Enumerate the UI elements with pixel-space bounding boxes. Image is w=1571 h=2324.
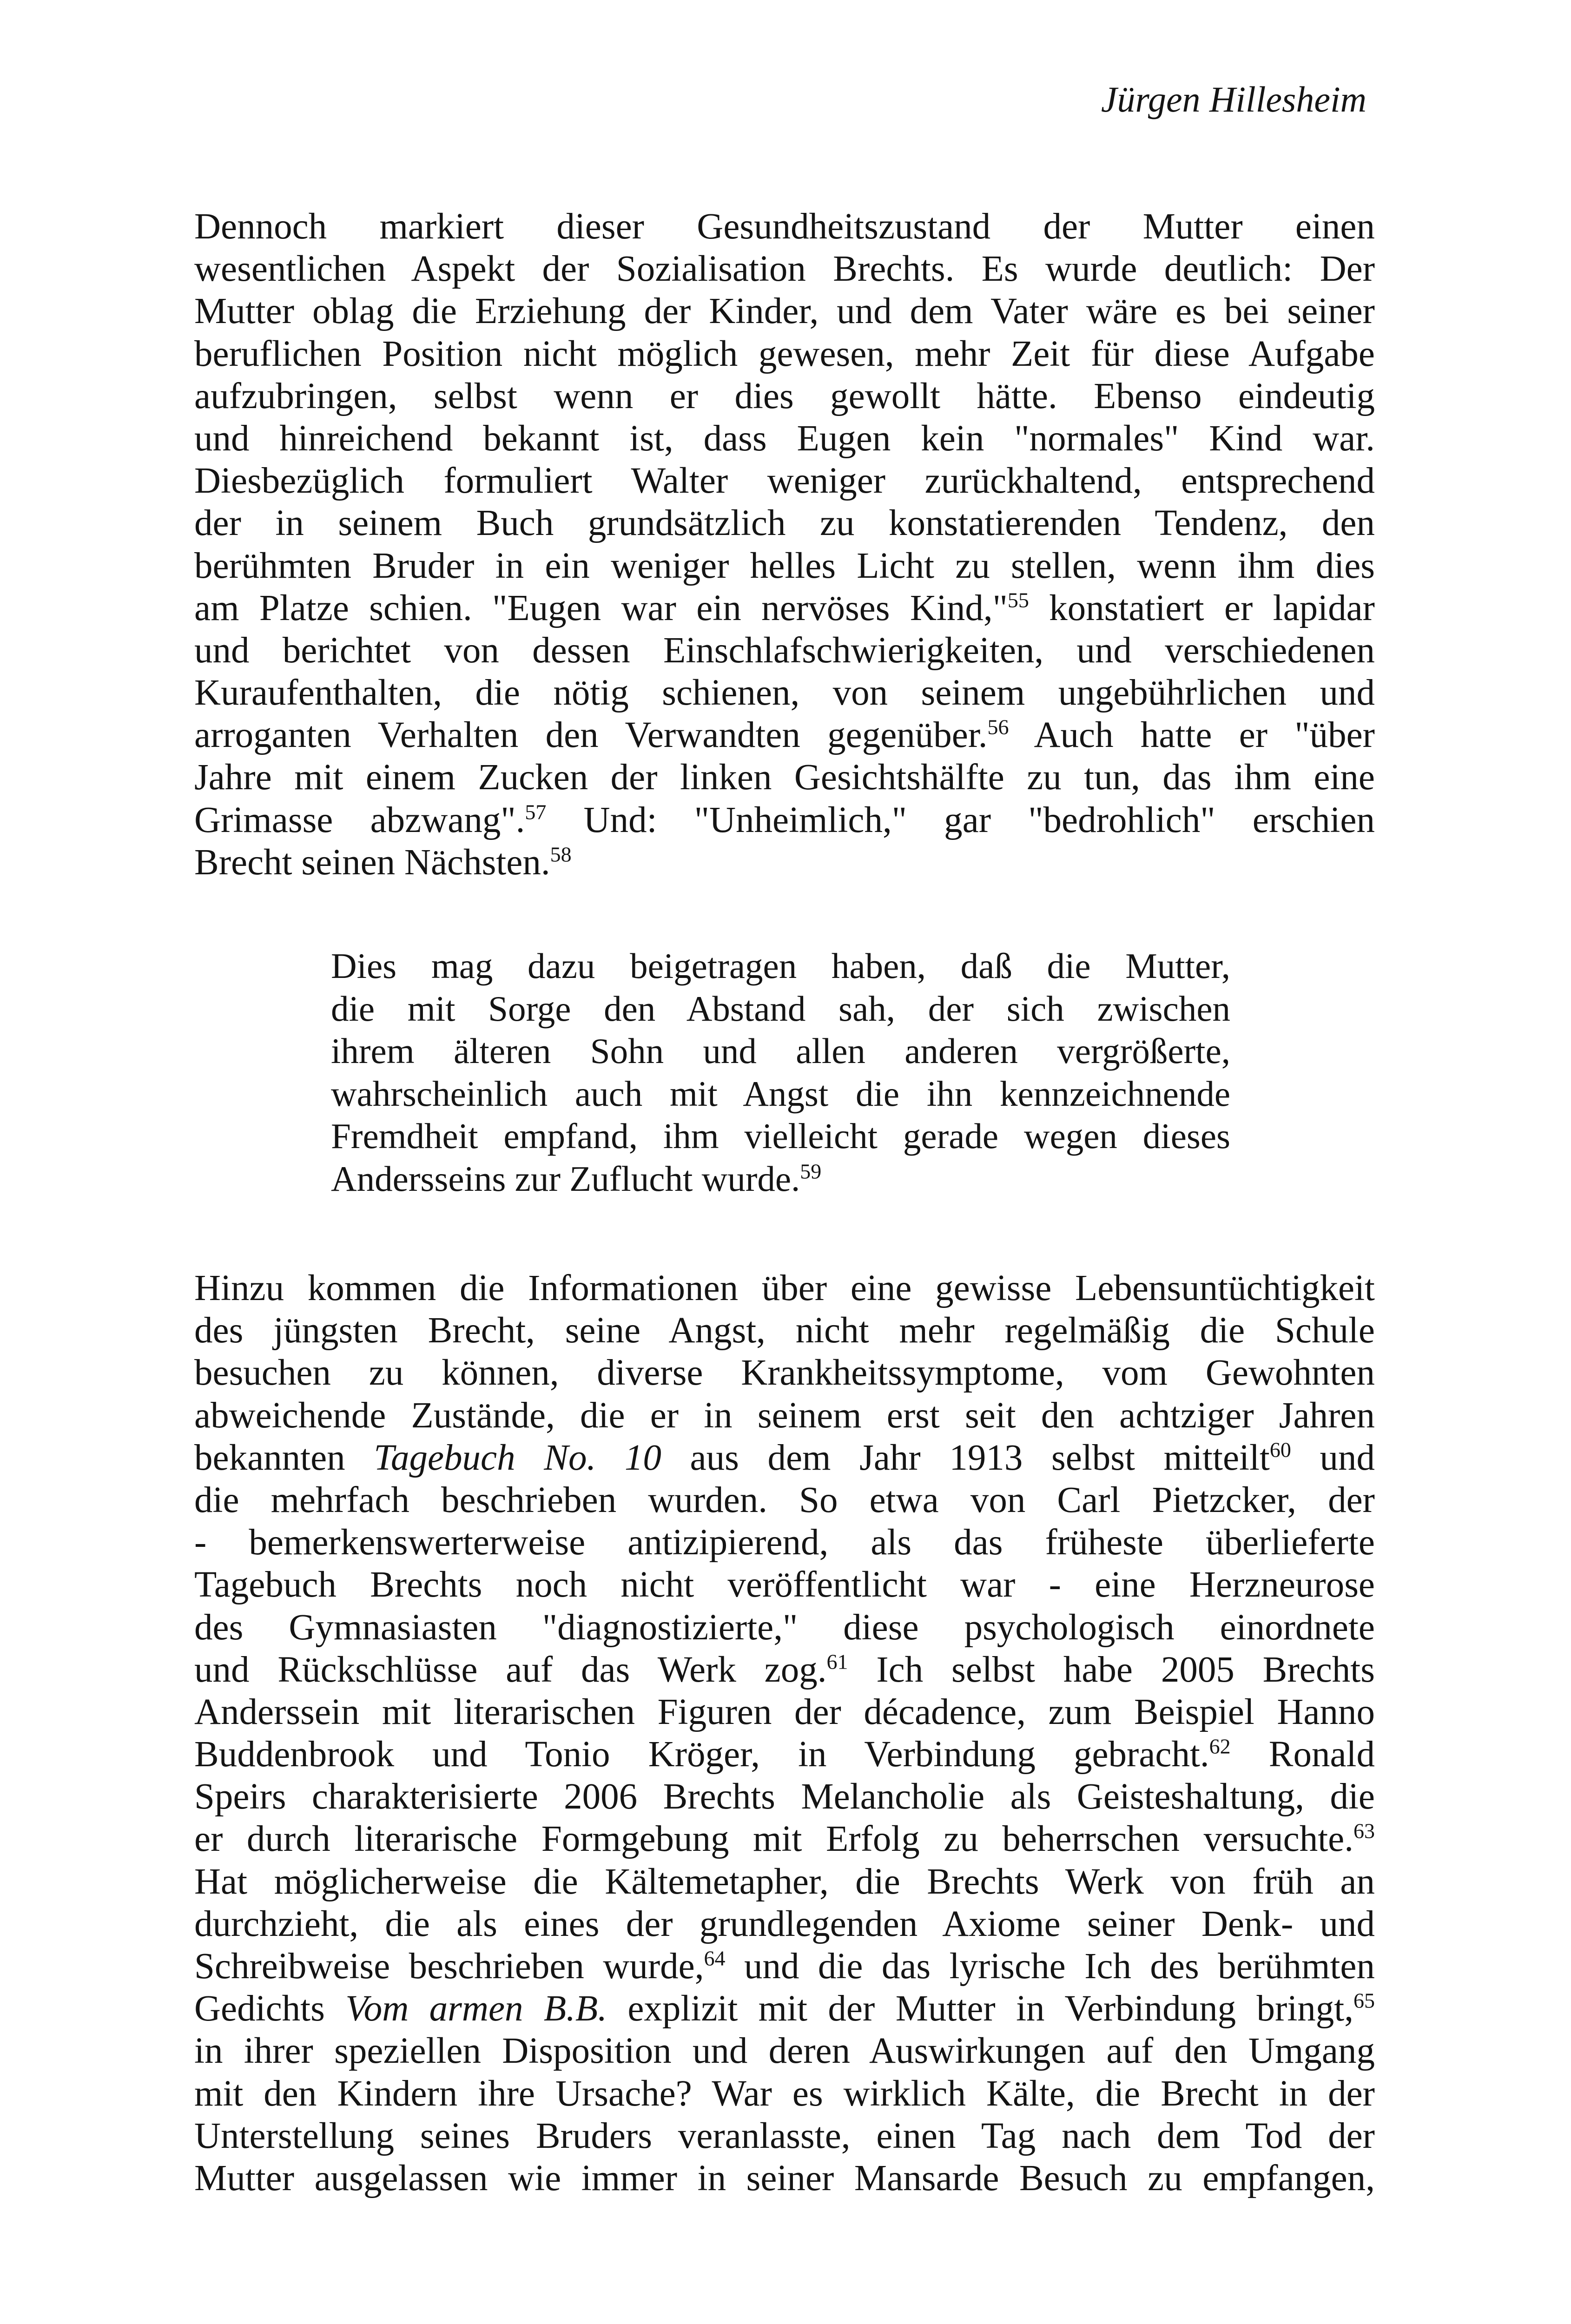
text-run: Grimasse abzwang". [194, 799, 525, 840]
text-line: die mit Sorge den Abstand sah, der sich zwischen [331, 988, 1230, 1029]
text-line [194, 1736, 1375, 1778]
footnote-ref: 60 [1269, 1438, 1291, 1462]
footnote-ref: 62 [1209, 1734, 1231, 1758]
text-run: am Platze schien. "Eugen war ein nervöses Kind," [194, 588, 1008, 628]
text-run: bekannten [194, 1437, 374, 1478]
footnote-ref: 55 [1007, 588, 1029, 612]
text-run: und [1291, 1437, 1375, 1478]
text-line [194, 717, 1375, 759]
text-run: arroganten Verhalten den Verwandten gegenüber. [194, 715, 988, 756]
text-run: explizit mit der Mutter in Verbindung bringt, [607, 1988, 1353, 2029]
text-line: aufzubringen, selbst wenn er dies gewollt hätte. Ebenso eindeutig [194, 376, 1375, 416]
text-line: mit den Kindern ihre Ursache? War es wirklich Kälte, die Brecht in der [194, 2073, 1375, 2114]
block-quote [331, 948, 1230, 1203]
text-line: Fremdheit empfand, ihm vielleicht gerade wegen dieses [331, 1116, 1230, 1156]
text-run: Und: "Unheimlich," gar "bedrohlich" erschien [546, 799, 1375, 840]
text-run: Ich selbst habe 2005 Brechts [848, 1649, 1375, 1690]
text-line [331, 1158, 1230, 1204]
text-line [194, 1439, 1375, 1482]
text-run: Andersseins zur Zuflucht wurde. [331, 1158, 800, 1199]
text-line: wesentlichen Aspekt der Sozialisation Brechts. Es wurde deutlich: Der [194, 249, 1375, 290]
text-line [194, 1821, 1375, 1863]
text-line: Mutter ausgelassen wie immer in seiner Mansarde Besuch zu empfangen, [194, 2158, 1375, 2199]
text-line: wahrscheinlich auch mit Angst die ihn kennzeichnende [331, 1073, 1230, 1114]
text-line: Mutter oblag die Erziehung der Kinder, und dem Vater wäre es bei seiner [194, 291, 1375, 332]
text-line [194, 844, 1375, 886]
paragraph-1 [194, 208, 1375, 886]
text-run: konstatiert er lapidar [1029, 588, 1375, 628]
footnote-ref: 59 [800, 1159, 822, 1183]
italic-title: Vom armen B.B. [345, 1988, 607, 2029]
paragraph-2 [194, 1270, 1375, 2202]
text-line: durchzieht, die als eines der grundlegenden Axiome seiner Denk- und [194, 1903, 1375, 1944]
text-line: beruflichen Position nicht möglich gewesen, mehr Zeit für diese Aufgabe [194, 333, 1375, 374]
text-line: in ihrer speziellen Disposition und deren Auswirkungen auf den Umgang [194, 2031, 1375, 2072]
running-head: Jürgen Hillesheim [1101, 79, 1366, 119]
footnote-ref: 64 [704, 1946, 726, 1970]
text-line: Speirs charakterisierte 2006 Brechts Melancholie als Geisteshaltung, die [194, 1776, 1375, 1817]
text-line: Hinzu kommen die Informationen über eine gewisse Lebensuntüchtigkeit [194, 1268, 1375, 1308]
text-run: Buddenbrook und Tonio Kröger, in Verbindung gebracht. [194, 1734, 1209, 1775]
text-line [194, 1990, 1375, 2033]
text-line: die mehrfach beschrieben wurden. So etwa von Carl Pietzcker, der [194, 1479, 1375, 1520]
text-run: Brecht seinen Nächsten. [194, 842, 550, 883]
text-line: Unterstellung seines Bruders veranlasste, einen Tag nach dem Tod der [194, 2115, 1375, 2156]
text-line: Anderssein mit literarischen Figuren der décadence, zum Beispiel Hanno [194, 1691, 1375, 1732]
text-line: Dies mag dazu beigetragen haben, daß die Mutter, [331, 946, 1230, 986]
text-line: - bemerkenswerterweise antizipierend, als das früheste überlieferte [194, 1522, 1375, 1563]
text-line [194, 1651, 1375, 1694]
text-line: des Gymnasiasten "diagnostizierte," diese psychologisch einordnete [194, 1607, 1375, 1648]
text-line [194, 590, 1375, 632]
footnote-ref: 61 [826, 1650, 848, 1674]
text-line [194, 1948, 1375, 1990]
footnote-ref: 56 [987, 715, 1009, 739]
text-run: er durch literarische Formgebung mit Erfolg zu beherrschen versuchte. [194, 1819, 1353, 1860]
footnote-ref: 65 [1353, 1988, 1375, 2013]
text-line: besuchen zu können, diverse Krankheitssymptome, vom Gewohnten [194, 1353, 1375, 1393]
text-run: Schreibweise beschrieben wurde, [194, 1946, 704, 1987]
footnote-ref: 57 [525, 800, 547, 824]
text-run: Gedichts [194, 1988, 346, 2029]
text-line: und hinreichend bekannt ist, dass Eugen kein "normales" Kind war. [194, 418, 1375, 459]
text-run: aus dem Jahr 1913 selbst mitteilt [661, 1437, 1270, 1478]
text-run: und die das lyrische Ich des berühmten [725, 1946, 1375, 1987]
text-line: Tagebuch Brechts noch nicht veröffentlicht war - eine Herzneurose [194, 1565, 1375, 1605]
text-run: und Rückschlüsse auf das Werk zog. [194, 1649, 827, 1690]
text-line: Dennoch markiert dieser Gesundheitszustand der Mutter einen [194, 206, 1375, 247]
footnote-ref: 58 [550, 842, 572, 866]
text-line: Diesbezüglich formuliert Walter weniger zurückhaltend, entsprechend [194, 461, 1375, 502]
italic-title: Tagebuch No. 10 [374, 1437, 661, 1478]
footnote-ref: 63 [1353, 1819, 1375, 1843]
text-line: der in seinem Buch grundsätzlich zu konstatierenden Tendenz, den [194, 503, 1375, 544]
text-line: und berichtet von dessen Einschlafschwierigkeiten, und verschiedenen [194, 630, 1375, 671]
text-line [194, 799, 1375, 844]
text-line: Hat möglicherweise die Kältemetapher, die Brechts Werk von früh an [194, 1861, 1375, 1902]
text-line: des jüngsten Brecht, seine Angst, nicht mehr regelmäßig die Schule [194, 1310, 1375, 1351]
text-line: ihrem älteren Sohn und allen anderen vergrößerte, [331, 1031, 1230, 1071]
text-run: Auch hatte er "über [1009, 715, 1375, 756]
text-line: Jahre mit einem Zucken der linken Gesichtshälfte zu tun, das ihm eine [194, 757, 1375, 798]
text-run: Ronald [1230, 1734, 1375, 1775]
text-line: berühmten Bruder in ein weniger helles Licht zu stellen, wenn ihm dies [194, 545, 1375, 586]
text-line: abweichende Zustände, die er in seinem erst seit den achtziger Jahren [194, 1395, 1375, 1436]
text-line: Kuraufenthalten, die nötig schienen, von seinem ungebührlichen und [194, 673, 1375, 713]
